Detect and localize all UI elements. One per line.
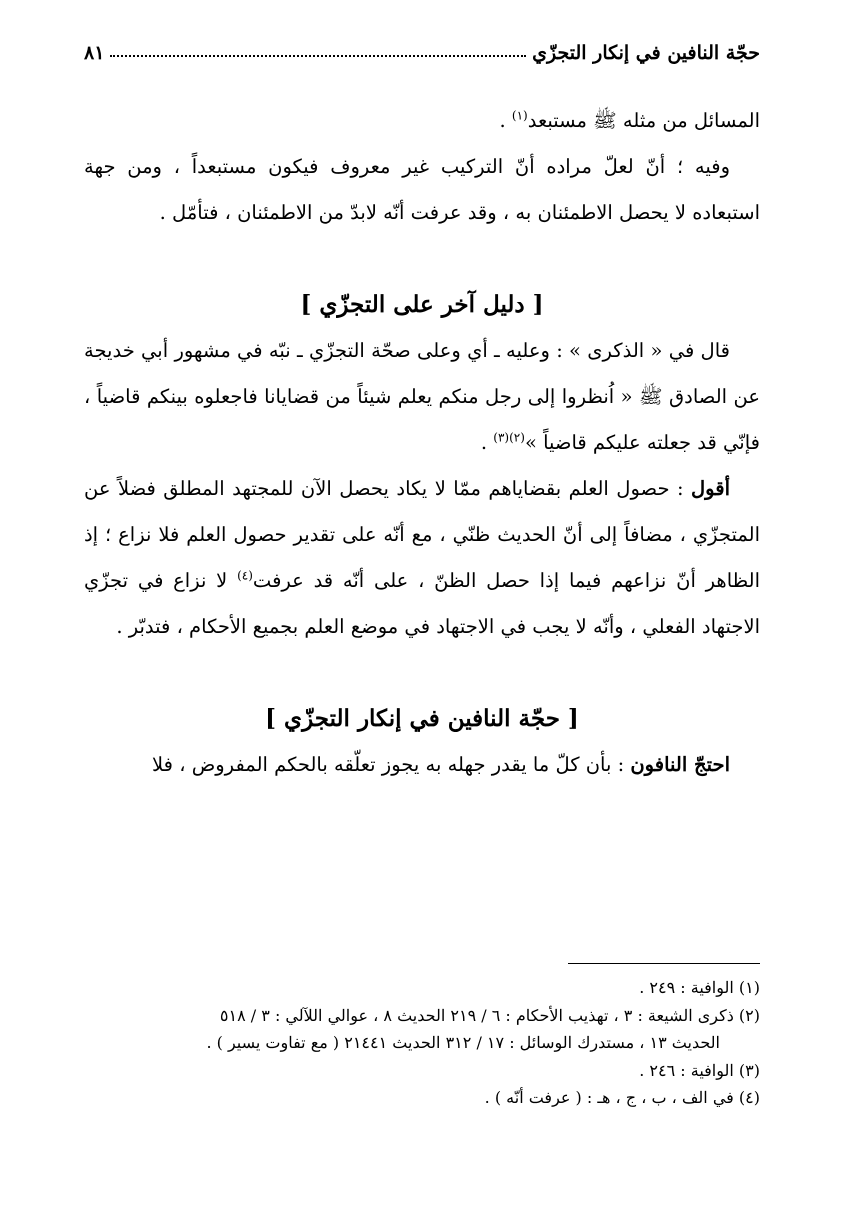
spacer bbox=[84, 236, 760, 282]
footnote-2-line-1: (٢) ذكرى الشيعة : ٣ ، تهذيب الأحكام : ٦ / ٢١٩ الحديث ٨ ، عوالي اللآلي : ٣ / ٥١٨ bbox=[219, 1005, 760, 1025]
paragraph-1 bbox=[84, 98, 760, 144]
running-header-title: حجّة النافين في إنكار التجزّي bbox=[532, 42, 760, 64]
footnote-separator bbox=[568, 963, 760, 964]
paragraph-1-tail: . bbox=[499, 109, 512, 132]
section-heading-1: [ دليل آخر على التجزّي ] bbox=[300, 291, 544, 318]
paragraph-3 bbox=[84, 328, 760, 466]
footnotes bbox=[84, 974, 760, 1112]
page-number: ٨١ bbox=[84, 42, 105, 64]
footnote-3: (٣) الوافية : ٢٤٦ . bbox=[639, 1060, 760, 1080]
paragraph-5-text: : بأن كلّ ما يقدر جهله به يجوز تعلّقه بالحكم المفروض ، فلا bbox=[152, 753, 631, 776]
paragraph-4-tail: لا نزاع في تجزّي الاجتهاد الفعلي ، وأنّه لا يجب في الاجتهاد في موضع العلم بجميع الأحكام ، فتدبّر . bbox=[84, 569, 760, 638]
paragraph-4-text: : حصول العلم بقضاياهم ممّا لا يكاد يحصل الآن للمجتهد المطلق فضلاً عن المتجزّي ، مضافاً إلى أنّ الحديث ظنّي ، مع أنّه على تقدير حصول العلم فلا نزاع ؛ إذ الظاهر أنّ نزاعهم فيما إذا حصل الظنّ ، على أنّه قد عرفت bbox=[84, 477, 760, 592]
footnote-2-line-2: الحديث ١٣ ، مستدرك الوسائل : ١٧ / ٣١٢ الحديث ٢١٤٤١ ( مع تفاوت يسير ) . bbox=[206, 1033, 720, 1052]
paragraph-2 bbox=[84, 144, 760, 236]
spacer bbox=[84, 650, 760, 696]
paragraph-2-text: وفيه ؛ أنّ لعلّ مراده أنّ التركيب غير معروف فيكون مستبعداً ، ومن جهة استبعاده لا يحصل الاطمئنان به ، وقد عرفت أنّه لابدّ من الاطمئنان ، فتأمّل . bbox=[84, 155, 760, 224]
footnote-ref-1: (١) bbox=[511, 108, 528, 123]
paragraph-4 bbox=[84, 466, 760, 650]
running-header bbox=[84, 34, 760, 64]
paragraph-5-lead: احتجّ النافون bbox=[630, 753, 730, 776]
footnote-ref-4: (٤) bbox=[237, 568, 253, 583]
paragraph-3-text: قال في « الذكرى » : وعليه ـ أي وعلى صحّة التجزّي ـ نبّه في مشهور أبي خديجة عن الصادق ﷺ « اُنظروا إلى رجل منكم يعلم شيئاً من قضايانا فاجعلوه بينكم قاضياً ، فإنّي قد جعلته عليكم قاضياً » bbox=[84, 339, 760, 454]
paragraph-4-lead: أقول bbox=[691, 477, 730, 500]
paragraph-3-tail: . bbox=[480, 431, 494, 454]
paragraph-1-text: المسائل من مثله ﷺ مستبعد bbox=[527, 109, 760, 132]
footnote-1: (١) الوافية : ٢٤٩ . bbox=[639, 978, 760, 997]
main-text bbox=[84, 98, 760, 788]
paragraph-5 bbox=[84, 742, 760, 788]
footnote-4: (٤) في الف ، ب ، ج ، هـ : ( عرفت أنّه ) . bbox=[484, 1088, 760, 1107]
dotted-leader bbox=[110, 54, 526, 57]
section-heading-2: [ حجّة النافين في إنكار التجزّي ] bbox=[265, 705, 579, 732]
footnote-ref-2-3: (٢)(٣) bbox=[493, 430, 525, 445]
